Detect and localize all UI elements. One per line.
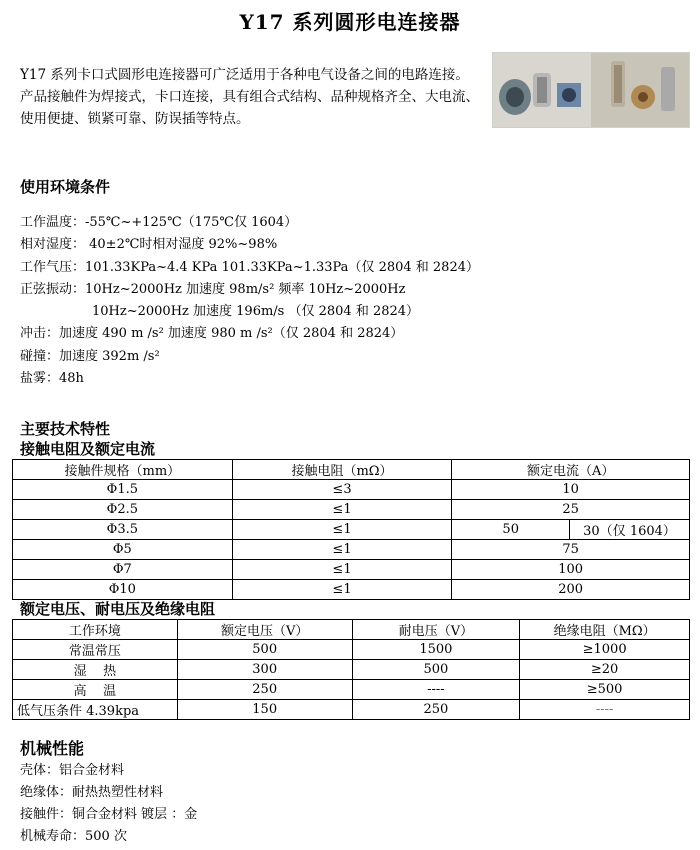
env-row-pressure: 工作气压：101.33KPa~4.4 KPa 101.33KPa~1.33Pa（仅 2804 和 2824） [20, 259, 479, 275]
voltage-env: 湿 热 [13, 660, 178, 680]
contact-current: 10 [452, 480, 690, 500]
env-row-salt: 盐雾：48h [20, 371, 84, 387]
contact-spec: Φ1.5 [13, 480, 233, 500]
voltage-insulation: ≥20 [520, 660, 690, 680]
env-heading: 使用环境条件 [20, 178, 111, 196]
contact-header-spec: 接触件规格（mm） [13, 460, 233, 480]
contact-spec: Φ7 [13, 560, 233, 580]
voltage-withstand: 1500 [352, 640, 520, 660]
contact-resistance: ≤1 [232, 540, 452, 560]
mech-properties [20, 760, 197, 848]
env-row-bump: 碰撞：加速度 392m /s² [20, 348, 160, 364]
contact-header-row [13, 460, 690, 480]
tech-heading: 主要技术特性 [20, 420, 111, 438]
connector-photo-icon [493, 53, 689, 127]
voltage-env: 高 温 [13, 680, 178, 700]
contact-header-resistance: 接触电阻（mΩ） [232, 460, 452, 480]
voltage-env: 常温常压 [13, 640, 178, 660]
mech-row-shell: 壳体：铝合金材料 [20, 763, 125, 778]
mech-row-insulator: 绝缘体：耐热热塑性材料 [20, 785, 164, 800]
voltage-rated: 250 [177, 680, 352, 700]
contact-resistance: ≤1 [232, 520, 452, 540]
table-row [13, 680, 690, 700]
voltage-insulation: ---- [520, 700, 690, 720]
voltage-header-insulation: 绝缘电阻（MΩ） [520, 620, 690, 640]
contact-resistance: ≤1 [232, 560, 452, 580]
table-row [13, 700, 690, 720]
contact-current: 75 [452, 540, 690, 560]
voltage-rated: 500 [177, 640, 352, 660]
mech-row-contact: 接触件：铜合金材料 镀层 ：金 [20, 807, 198, 822]
voltage-withstand: 250 [352, 700, 520, 720]
table-row [13, 520, 690, 540]
env-row-humidity: 相对湿度： 40±2℃时相对湿度 92%~98% [20, 237, 278, 253]
table-row [13, 640, 690, 660]
env-row-temperature: 工作温度：-55℃~+125℃（175℃仅 1604） [20, 215, 298, 230]
contact-spec: Φ2.5 [13, 500, 233, 520]
voltage-rated: 300 [177, 660, 352, 680]
table-row [13, 560, 690, 580]
contact-header-current: 额定电流（A） [452, 460, 690, 480]
voltage-env: 低气压条件 4.39kpa [13, 700, 178, 720]
voltage-header-row [13, 620, 690, 640]
env-conditions [20, 212, 479, 390]
contact-current: 100 [452, 560, 690, 580]
intro-text [20, 64, 480, 130]
contact-resistance: ≤1 [232, 500, 452, 520]
contact-current: 200 [452, 580, 690, 600]
contact-current: 25 [452, 500, 690, 520]
mech-heading: 机械性能 [20, 739, 85, 758]
contact-spec: Φ5 [13, 540, 233, 560]
voltage-header-env: 工作环境 [13, 620, 178, 640]
table-row [13, 580, 690, 600]
voltage-rated: 150 [177, 700, 352, 720]
table-row [13, 480, 690, 500]
table-row [13, 500, 690, 520]
voltage-heading: 额定电压、耐电压及绝缘电阻 [20, 600, 216, 618]
contact-spec: Φ10 [13, 580, 233, 600]
contact-resistance: ≤3 [232, 480, 452, 500]
intro-paragraph-2: 产品接触件为焊接式，卡口连接，具有组合式结构、品种规格齐全、大电流、使用便捷、锁紧可靠、防误插等特点。 [20, 89, 479, 127]
contact-table [12, 459, 690, 600]
env-row-shock: 冲击：加速度 490 m /s² 加速度 980 m /s²（仅 2804 和 2824） [20, 326, 404, 342]
product-photo [492, 52, 690, 128]
voltage-table [12, 619, 690, 720]
table-row [13, 660, 690, 680]
page-title: Y17 系列圆形电连接器 [239, 10, 461, 34]
env-row-vibration-2: 10Hz~2000Hz 加速度 196m/s （仅 2804 和 2824） [92, 304, 420, 320]
voltage-withstand: ---- [352, 680, 520, 700]
contact-heading: 接触电阻及额定电流 [20, 440, 156, 458]
env-row-vibration: 正弦振动：10Hz~2000Hz 加速度 98m/s² 频率 10Hz~2000Hz [20, 281, 406, 297]
voltage-withstand: 500 [352, 660, 520, 680]
voltage-header-withstand: 耐电压（V） [352, 620, 520, 640]
contact-current-b: 30（仅 1604） [570, 520, 690, 540]
contact-resistance: ≤1 [232, 580, 452, 600]
voltage-header-rated: 额定电压（V） [177, 620, 352, 640]
voltage-insulation: ≥500 [520, 680, 690, 700]
voltage-insulation: ≥1000 [520, 640, 690, 660]
table-row [13, 540, 690, 560]
intro-paragraph-1: Y17 系列卡口式圆形电连接器可广泛适用于各种电气设备之间的电路连接。 [20, 67, 469, 83]
contact-current-a: 50 [452, 520, 570, 540]
contact-spec: Φ3.5 [13, 520, 233, 540]
mech-row-life: 机械寿命：500 次 [20, 829, 127, 844]
